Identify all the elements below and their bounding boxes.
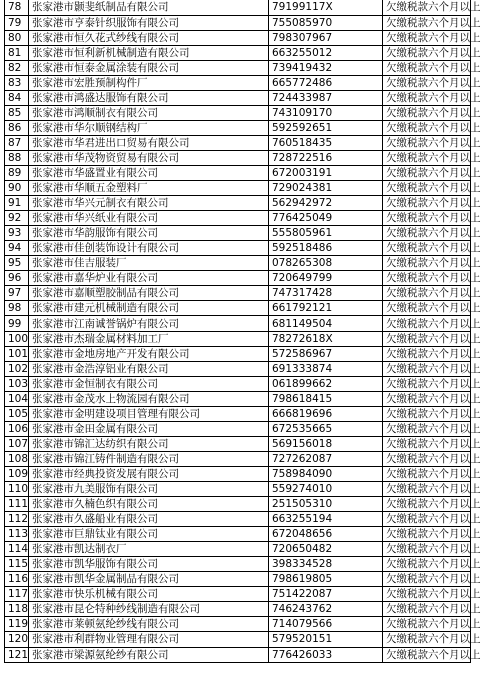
reason-cell: 欠缴税款六个月以上 — [383, 527, 471, 542]
reason-cell: 欠缴税款六个月以上 — [383, 211, 471, 226]
reason-cell: 欠缴税款六个月以上 — [383, 15, 471, 30]
row-number-cell: 110 — [5, 482, 29, 497]
reason-cell: 欠缴税款六个月以上 — [383, 45, 471, 60]
org-code-cell: 720650482 — [269, 542, 383, 557]
table-row — [5, 557, 471, 572]
table-row — [5, 241, 471, 256]
row-number-cell: 105 — [5, 406, 29, 421]
reason-cell: 欠缴税款六个月以上 — [383, 572, 471, 587]
company-name-cell: 张家港市华盛置业有限公司 — [29, 166, 269, 181]
table-row — [5, 497, 471, 512]
row-number-cell: 115 — [5, 557, 29, 572]
reason-cell: 欠缴税款六个月以上 — [383, 466, 471, 481]
row-number-cell: 101 — [5, 346, 29, 361]
company-name-cell: 张家港市锦江铸件制造有限公司 — [29, 451, 269, 466]
org-code-cell: 798619805 — [269, 572, 383, 587]
table-row — [5, 361, 471, 376]
org-code-cell: 79199117X — [269, 0, 383, 15]
reason-cell: 欠缴税款六个月以上 — [383, 331, 471, 346]
reason-cell: 欠缴税款六个月以上 — [383, 421, 471, 436]
table-row — [5, 527, 471, 542]
table-row — [5, 632, 471, 647]
org-code-cell: 672535665 — [269, 421, 383, 436]
row-number-cell: 109 — [5, 466, 29, 481]
company-name-cell: 张家港市快乐机械有限公司 — [29, 587, 269, 602]
table-row — [5, 466, 471, 481]
org-code-cell: 666819696 — [269, 406, 383, 421]
reason-cell: 欠缴税款六个月以上 — [383, 196, 471, 211]
row-number-cell: 112 — [5, 512, 29, 527]
row-number-cell: 81 — [5, 45, 29, 60]
reason-cell: 欠缴税款六个月以上 — [383, 60, 471, 75]
company-name-cell: 张家港市华尔顺钢结构厂 — [29, 120, 269, 135]
org-code-cell: 758984090 — [269, 466, 383, 481]
company-name-cell: 张家港市金浩淳铝业有限公司 — [29, 361, 269, 376]
table-row — [5, 226, 471, 241]
company-name-cell: 张家港市鸿盛达服饰有限公司 — [29, 90, 269, 105]
table-row — [5, 166, 471, 181]
table-row — [5, 436, 471, 451]
company-name-cell: 张家港市华韵服饰有限公司 — [29, 226, 269, 241]
company-name-cell: 张家港市江南诚誉锅炉有限公司 — [29, 316, 269, 331]
row-number-cell: 106 — [5, 421, 29, 436]
org-code-cell: 691333874 — [269, 361, 383, 376]
table-row — [5, 196, 471, 211]
reason-cell: 欠缴税款六个月以上 — [383, 361, 471, 376]
table-row — [5, 120, 471, 135]
row-number-cell: 97 — [5, 286, 29, 301]
table-row — [5, 286, 471, 301]
reason-cell: 欠缴税款六个月以上 — [383, 587, 471, 602]
company-name-cell: 张家港市恒利新机械制造有限公司 — [29, 45, 269, 60]
reason-cell: 欠缴税款六个月以上 — [383, 376, 471, 391]
org-code-cell: 78272618X — [269, 331, 383, 346]
table-row — [5, 542, 471, 557]
row-number-cell: 82 — [5, 60, 29, 75]
company-name-cell: 张家港市华茂物资贸易有限公司 — [29, 150, 269, 165]
row-number-cell: 100 — [5, 331, 29, 346]
reason-cell: 欠缴税款六个月以上 — [383, 346, 471, 361]
row-number-cell: 90 — [5, 181, 29, 196]
table-row — [5, 602, 471, 617]
org-code-cell: 727262087 — [269, 451, 383, 466]
row-number-cell: 104 — [5, 391, 29, 406]
reason-cell: 欠缴税款六个月以上 — [383, 542, 471, 557]
table-row — [5, 15, 471, 30]
table-row — [5, 512, 471, 527]
row-number-cell: 96 — [5, 271, 29, 286]
company-name-cell: 张家港市佳创装饰设计有限公司 — [29, 241, 269, 256]
row-number-cell: 118 — [5, 602, 29, 617]
reason-cell: 欠缴税款六个月以上 — [383, 482, 471, 497]
org-code-cell: 739419432 — [269, 60, 383, 75]
company-name-cell: 张家港市昆仑特种纱线制造有限公司 — [29, 602, 269, 617]
row-number-cell: 94 — [5, 241, 29, 256]
org-code-cell: 776425049 — [269, 211, 383, 226]
row-number-cell: 80 — [5, 30, 29, 45]
org-code-cell: 251505310 — [269, 497, 383, 512]
row-number-cell: 102 — [5, 361, 29, 376]
table-row — [5, 211, 471, 226]
reason-cell: 欠缴税款六个月以上 — [383, 632, 471, 647]
company-name-cell: 张家港市颢斐纸制品有限公司 — [29, 0, 269, 15]
org-code-cell: 078265308 — [269, 256, 383, 271]
company-name-cell: 张家港市杰瑞金属材料加工厂 — [29, 331, 269, 346]
table-row — [5, 587, 471, 602]
row-number-cell: 107 — [5, 436, 29, 451]
table-row — [5, 391, 471, 406]
table-row — [5, 150, 471, 165]
company-name-cell: 张家港市梁源氨纶纱有限公司 — [29, 647, 269, 662]
reason-cell: 欠缴税款六个月以上 — [383, 316, 471, 331]
reason-cell: 欠缴税款六个月以上 — [383, 241, 471, 256]
company-name-cell: 张家港市华君进出口贸易有限公司 — [29, 135, 269, 150]
table-row — [5, 406, 471, 421]
org-code-cell: 579520151 — [269, 632, 383, 647]
row-number-cell: 79 — [5, 15, 29, 30]
row-number-cell: 120 — [5, 632, 29, 647]
company-name-cell: 张家港市华兴纸业有限公司 — [29, 211, 269, 226]
company-name-cell: 张家港市恒久花式纱线有限公司 — [29, 30, 269, 45]
org-code-cell: 724433987 — [269, 90, 383, 105]
table-row — [5, 421, 471, 436]
row-number-cell: 84 — [5, 90, 29, 105]
reason-cell: 欠缴税款六个月以上 — [383, 436, 471, 451]
reason-cell: 欠缴税款六个月以上 — [383, 120, 471, 135]
company-name-cell: 张家港市宏胜预制构件厂 — [29, 75, 269, 90]
table-row — [5, 105, 471, 120]
company-name-cell: 张家港市锦汇达纺织有限公司 — [29, 436, 269, 451]
reason-cell: 欠缴税款六个月以上 — [383, 497, 471, 512]
company-name-cell: 张家港市凯达制衣厂 — [29, 542, 269, 557]
company-name-cell: 张家港市经典投资发展有限公司 — [29, 466, 269, 481]
org-code-cell: 398334528 — [269, 557, 383, 572]
company-name-cell: 张家港市华兴元制衣有限公司 — [29, 196, 269, 211]
org-code-cell: 720649799 — [269, 271, 383, 286]
table-row — [5, 75, 471, 90]
org-code-cell: 672048656 — [269, 527, 383, 542]
org-code-cell: 776426033 — [269, 647, 383, 662]
table-row — [5, 316, 471, 331]
row-number-cell: 93 — [5, 226, 29, 241]
company-name-cell: 张家港市金地房地产开发有限公司 — [29, 346, 269, 361]
reason-cell: 欠缴税款六个月以上 — [383, 286, 471, 301]
company-name-cell: 张家港市利群物业管理有限公司 — [29, 632, 269, 647]
reason-cell: 欠缴税款六个月以上 — [383, 105, 471, 120]
org-code-cell: 061899662 — [269, 376, 383, 391]
company-name-cell: 张家港市凯华金属制品有限公司 — [29, 572, 269, 587]
reason-cell: 欠缴税款六个月以上 — [383, 647, 471, 662]
org-code-cell: 681149504 — [269, 316, 383, 331]
row-number-cell: 92 — [5, 211, 29, 226]
reason-cell: 欠缴税款六个月以上 — [383, 557, 471, 572]
reason-cell: 欠缴税款六个月以上 — [383, 391, 471, 406]
org-code-cell: 663255194 — [269, 512, 383, 527]
company-name-cell: 张家港市凯华服饰有限公司 — [29, 557, 269, 572]
org-code-cell: 572586967 — [269, 346, 383, 361]
org-code-cell: 714079566 — [269, 617, 383, 632]
company-name-cell: 张家港市鸿顺制衣有限公司 — [29, 105, 269, 120]
org-code-cell: 663255012 — [269, 45, 383, 60]
company-name-cell: 张家港市建元机械制造有限公司 — [29, 301, 269, 316]
reason-cell: 欠缴税款六个月以上 — [383, 617, 471, 632]
table-row — [5, 271, 471, 286]
org-code-cell: 743109170 — [269, 105, 383, 120]
reason-cell: 欠缴税款六个月以上 — [383, 135, 471, 150]
reason-cell: 欠缴税款六个月以上 — [383, 602, 471, 617]
row-number-cell: 108 — [5, 451, 29, 466]
row-number-cell: 119 — [5, 617, 29, 632]
table-row — [5, 301, 471, 316]
company-name-cell: 张家港市佳吉服装厂 — [29, 256, 269, 271]
org-code-cell: 755085970 — [269, 15, 383, 30]
table-row — [5, 90, 471, 105]
row-number-cell: 117 — [5, 587, 29, 602]
row-number-cell: 85 — [5, 105, 29, 120]
table-row — [5, 482, 471, 497]
reason-cell: 欠缴税款六个月以上 — [383, 301, 471, 316]
row-number-cell: 113 — [5, 527, 29, 542]
table-row — [5, 256, 471, 271]
row-number-cell: 89 — [5, 166, 29, 181]
company-name-cell: 张家港市久盛船业有限公司 — [29, 512, 269, 527]
company-name-cell: 张家港市金茂水上物流园有限公司 — [29, 391, 269, 406]
org-code-cell: 751422087 — [269, 587, 383, 602]
company-name-cell: 张家港市莱顿氨纶纱线有限公司 — [29, 617, 269, 632]
company-name-cell: 张家港市巨鼎钛业有限公司 — [29, 527, 269, 542]
org-code-cell: 746243762 — [269, 602, 383, 617]
company-name-cell: 张家港市久楠色织有限公司 — [29, 497, 269, 512]
taxpayer-table — [4, 0, 481, 663]
table-body — [5, 0, 481, 662]
company-name-cell: 张家港市嘉华炉业有限公司 — [29, 271, 269, 286]
row-number-cell: 86 — [5, 120, 29, 135]
reason-cell: 欠缴税款六个月以上 — [383, 150, 471, 165]
table-row — [5, 45, 471, 60]
org-code-cell: 592518486 — [269, 241, 383, 256]
row-number-cell: 121 — [5, 647, 29, 662]
org-code-cell: 562942972 — [269, 196, 383, 211]
org-code-cell: 559274010 — [269, 482, 383, 497]
company-name-cell: 张家港市亨泰针织服饰有限公司 — [29, 15, 269, 30]
row-number-cell: 78 — [5, 0, 29, 15]
table-row — [5, 331, 471, 346]
company-name-cell: 张家港市金恒制衣有限公司 — [29, 376, 269, 391]
reason-cell: 欠缴税款六个月以上 — [383, 181, 471, 196]
org-code-cell: 728722516 — [269, 150, 383, 165]
row-number-cell: 95 — [5, 256, 29, 271]
reason-cell: 欠缴税款六个月以上 — [383, 451, 471, 466]
org-code-cell: 592592651 — [269, 120, 383, 135]
reason-cell: 欠缴税款六个月以上 — [383, 406, 471, 421]
table-row — [5, 135, 471, 150]
company-name-cell: 张家港市九美服饰有限公司 — [29, 482, 269, 497]
table-row — [5, 0, 471, 15]
org-code-cell: 569156018 — [269, 436, 383, 451]
org-code-cell: 665772486 — [269, 75, 383, 90]
row-number-cell: 87 — [5, 135, 29, 150]
row-number-cell: 91 — [5, 196, 29, 211]
org-code-cell: 798307967 — [269, 30, 383, 45]
table-row — [5, 617, 471, 632]
org-code-cell: 760518435 — [269, 135, 383, 150]
reason-cell: 欠缴税款六个月以上 — [383, 512, 471, 527]
company-name-cell: 张家港市金明建设项目管理有限公司 — [29, 406, 269, 421]
row-number-cell: 99 — [5, 316, 29, 331]
table-row — [5, 376, 471, 391]
table-row — [5, 346, 471, 361]
row-number-cell: 103 — [5, 376, 29, 391]
reason-cell: 欠缴税款六个月以上 — [383, 256, 471, 271]
table-row — [5, 647, 471, 662]
spreadsheet-page — [4, 0, 481, 699]
table-row — [5, 30, 471, 45]
reason-cell: 欠缴税款六个月以上 — [383, 90, 471, 105]
reason-cell: 欠缴税款六个月以上 — [383, 0, 471, 15]
row-number-cell: 114 — [5, 542, 29, 557]
company-name-cell: 张家港市恒泰金属涂装有限公司 — [29, 60, 269, 75]
table-row — [5, 572, 471, 587]
org-code-cell: 729024381 — [269, 181, 383, 196]
company-name-cell: 张家港市嘉顺塑胶制品有限公司 — [29, 286, 269, 301]
reason-cell: 欠缴税款六个月以上 — [383, 226, 471, 241]
org-code-cell: 798618415 — [269, 391, 383, 406]
org-code-cell: 555805961 — [269, 226, 383, 241]
table-row — [5, 451, 471, 466]
org-code-cell: 661792121 — [269, 301, 383, 316]
row-number-cell: 88 — [5, 150, 29, 165]
table-row — [5, 181, 471, 196]
reason-cell: 欠缴税款六个月以上 — [383, 166, 471, 181]
org-code-cell: 747317428 — [269, 286, 383, 301]
company-name-cell: 张家港市金田金属有限公司 — [29, 421, 269, 436]
row-number-cell: 98 — [5, 301, 29, 316]
org-code-cell: 672003191 — [269, 166, 383, 181]
table-row — [5, 60, 471, 75]
company-name-cell: 张家港市华顺五金塑料厂 — [29, 181, 269, 196]
reason-cell: 欠缴税款六个月以上 — [383, 30, 471, 45]
row-number-cell: 111 — [5, 497, 29, 512]
row-number-cell: 83 — [5, 75, 29, 90]
reason-cell: 欠缴税款六个月以上 — [383, 271, 471, 286]
row-number-cell: 116 — [5, 572, 29, 587]
reason-cell: 欠缴税款六个月以上 — [383, 75, 471, 90]
